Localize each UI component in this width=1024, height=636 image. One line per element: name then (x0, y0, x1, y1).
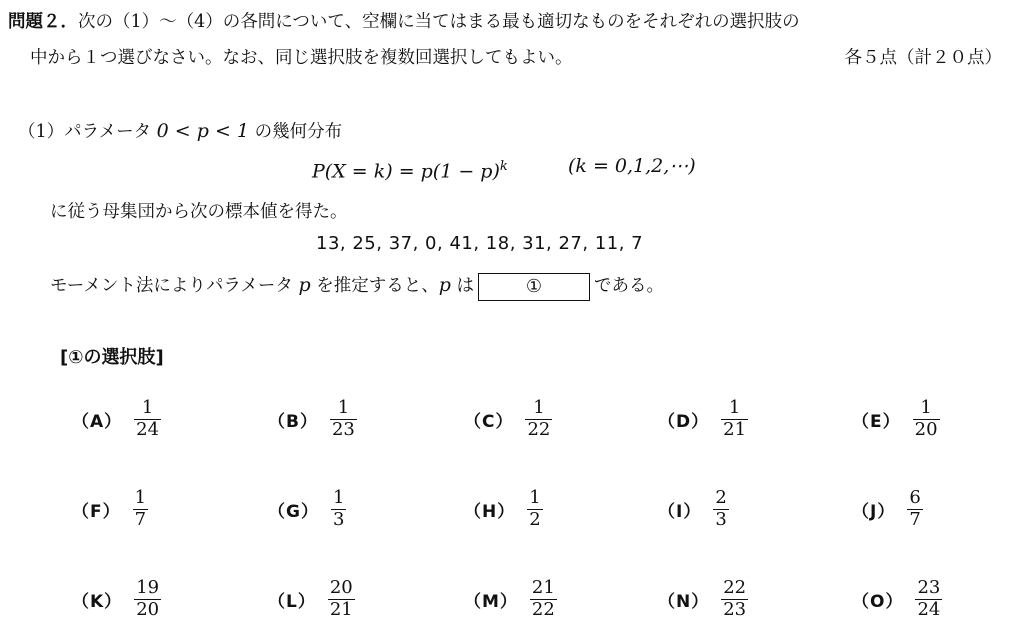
choice-fraction (525, 398, 552, 440)
choice-option[interactable] (72, 578, 161, 620)
choice-label: （D） (658, 411, 710, 432)
choice-fraction (713, 488, 728, 530)
question-instruction-line2: 中から１つ選びなさい。なお、同じ選択肢を複数回選択してもよい。 (30, 48, 573, 68)
choice-option[interactable] (72, 398, 161, 440)
choice-option[interactable] (268, 578, 355, 620)
choice-label: （A） (72, 411, 123, 432)
fraction-numerator: 1 (337, 397, 350, 418)
fraction-denominator: 23 (723, 598, 747, 620)
estimate-var: p (298, 274, 311, 296)
fraction-numerator: 1 (920, 397, 932, 418)
choice-fraction (330, 398, 357, 440)
estimate-mid2: は (450, 276, 474, 296)
choice-option[interactable] (268, 398, 357, 440)
formula-condition-text: (k = 0,1,2,⋯) (568, 155, 696, 177)
choice-option[interactable] (464, 578, 557, 620)
estimate-prefix: モーメント法によりパラメータ (50, 276, 299, 296)
choice-fraction (915, 578, 942, 620)
fraction-denominator: 21 (329, 598, 353, 620)
choice-fraction (133, 488, 148, 530)
choice-label: （H） (464, 501, 516, 522)
fraction-denominator: 22 (527, 418, 551, 440)
fraction-numerator: 21 (531, 577, 555, 598)
fraction-numerator: 1 (533, 397, 545, 418)
fraction-numerator: 1 (332, 487, 345, 508)
choice-label: （K） (72, 591, 123, 612)
answer-blank-1[interactable]: ① (478, 273, 590, 301)
fraction-numerator: 6 (909, 487, 921, 508)
estimate-sentence (50, 272, 664, 301)
choice-label: （M） (464, 591, 518, 612)
sample-values: 13, 25, 37, 0, 41, 18, 31, 27, 11, 7 (316, 233, 644, 254)
choice-option[interactable] (852, 398, 940, 440)
choice-label: （G） (268, 501, 319, 522)
choices-heading: [①の選択肢] (60, 347, 164, 368)
choice-fraction (331, 488, 346, 530)
choice-option[interactable] (464, 398, 552, 440)
population-text: に従う母集団から次の標本値を得た。 (50, 202, 348, 222)
fraction-denominator: 2 (529, 508, 541, 530)
formula-exponent: k (499, 159, 508, 174)
formula-body: P(X = k) = p(1 − p) (312, 160, 500, 183)
question-instruction-line1: 次の（1）～（4）の各問について、空欄に当てはまる最も適切なものをそれぞれの選択肢の (78, 12, 800, 32)
choice-fraction (530, 578, 557, 620)
choice-option[interactable] (268, 488, 346, 530)
fraction-denominator: 21 (723, 418, 747, 440)
distribution-formula (312, 155, 508, 182)
choice-label: （O） (852, 591, 904, 612)
fraction-denominator: 3 (332, 508, 345, 530)
fraction-denominator: 22 (531, 598, 555, 620)
fraction-denominator: 20 (136, 598, 160, 620)
fraction-numerator: 1 (141, 397, 154, 418)
fraction-denominator: 7 (909, 508, 921, 530)
choice-fraction (134, 398, 161, 440)
part1-intro (18, 118, 342, 143)
fraction-numerator: 1 (728, 397, 741, 418)
question-number: 問題２． (8, 12, 78, 32)
choice-label: （L） (268, 591, 316, 612)
choice-label: （J） (852, 501, 896, 522)
question-header (8, 8, 800, 33)
part1-intro-suffix: の幾何分布 (249, 122, 343, 142)
fraction-denominator: 23 (331, 418, 355, 440)
choice-option[interactable] (658, 578, 748, 620)
fraction-numerator: 22 (723, 577, 747, 598)
choice-fraction (907, 488, 922, 530)
choice-option[interactable] (658, 488, 729, 530)
fraction-numerator: 20 (329, 577, 353, 598)
question-points: 各５点（計２０点） (844, 48, 1002, 68)
choice-label: （I） (658, 501, 702, 522)
choice-option[interactable] (852, 488, 923, 530)
choice-label: （E） (852, 411, 901, 432)
fraction-numerator: 1 (529, 487, 541, 508)
part1-intro-condition: 0 < p < 1 (156, 120, 250, 142)
choice-fraction (721, 578, 748, 620)
choice-fraction (721, 398, 748, 440)
choice-label: （F） (72, 501, 121, 522)
fraction-denominator: 7 (134, 508, 147, 530)
fraction-denominator: 24 (917, 598, 941, 620)
choice-option[interactable] (72, 488, 148, 530)
choice-fraction (527, 488, 542, 530)
fraction-denominator: 3 (715, 508, 727, 530)
fraction-numerator: 1 (134, 487, 147, 508)
fraction-numerator: 19 (136, 577, 160, 598)
choice-label: （N） (658, 591, 710, 612)
part1-intro-prefix: （1）パラメータ (18, 122, 157, 142)
choice-label: （C） (464, 411, 514, 432)
choice-option[interactable] (658, 398, 748, 440)
fraction-denominator: 24 (136, 418, 160, 440)
choice-option[interactable] (852, 578, 942, 620)
estimate-mid: を推定すると、 (310, 276, 439, 296)
estimate-var2: p (438, 274, 451, 296)
fraction-denominator: 20 (914, 418, 938, 440)
choice-fraction (134, 578, 161, 620)
choice-label: （B） (268, 411, 318, 432)
choice-fraction (328, 578, 355, 620)
choice-option[interactable] (464, 488, 543, 530)
estimate-suffix: である。 (593, 276, 664, 296)
formula-condition (568, 155, 696, 177)
fraction-numerator: 23 (917, 577, 941, 598)
fraction-numerator: 2 (715, 487, 727, 508)
choice-fraction (913, 398, 940, 440)
